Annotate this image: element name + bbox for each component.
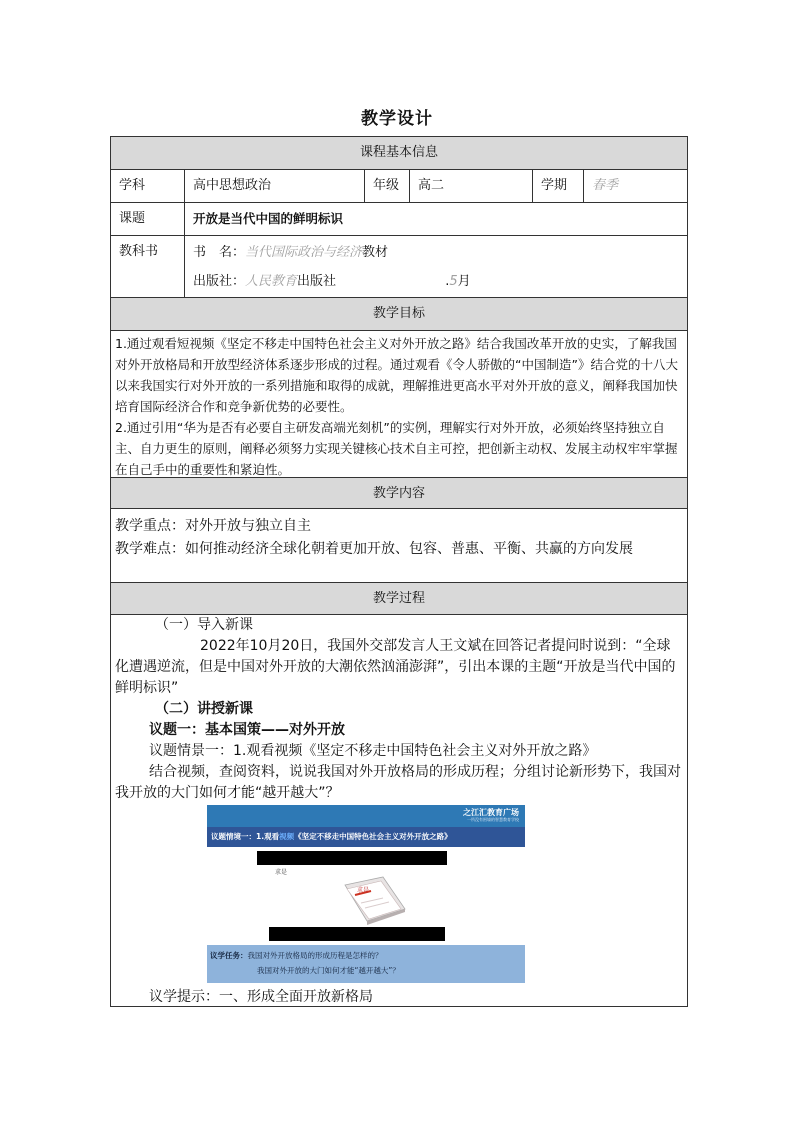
content-header: [111, 478, 687, 509]
slide-task-label: 议学任务：: [210, 951, 248, 960]
slide-task-q2: 我国对外开放的大门如何才能“越开越大”？: [257, 966, 400, 975]
objectives-header: [111, 298, 687, 331]
book-seal: 求是: [357, 887, 370, 894]
process-header-text: 教学过程: [372, 591, 425, 606]
slide-image: [207, 805, 525, 989]
date-month: 5: [449, 274, 458, 289]
objectives-header-text: 教学目标: [372, 306, 425, 321]
publisher-value: 人民教育: [245, 274, 298, 289]
slide-task-q1: 我国对外开放格局的形成历程是怎样的？: [247, 951, 383, 960]
hint-text: 议学提示：一、形成全面开放新格局: [149, 989, 373, 1005]
section-new-title: （二）讲授新课: [155, 701, 253, 717]
topic-label: 课题: [111, 203, 185, 235]
publisher-line: [193, 267, 687, 296]
slide-banner-prefix: 议题情境一：1.观看: [211, 832, 280, 841]
publisher-suffix: 出版社: [297, 274, 337, 289]
intro-paragraph: 2022年10月20日，我国外交部发言人王文斌在回答记者提问时说到：“全球化遭遇逆流，但是中国对外开放的大潮依然汹涌澎湃”，引出本课的主题“开放是当代中国的鲜明标识”: [115, 638, 676, 696]
textbook-label: 教科书: [111, 236, 185, 297]
process-body: [111, 615, 687, 1008]
task-paragraph: 结合视频，查阅资料，说说我国对外开放格局的形成历程；分组讨论新形势下，我国对我开放的大门如何才能“越开越大”？: [115, 764, 681, 801]
slide-logo-sub: 一所没有围墙的智慧教育学校: [467, 817, 519, 822]
topic-row: [111, 203, 687, 236]
page-title: 教学设计: [361, 109, 433, 129]
process-header: [111, 583, 687, 615]
basic-info-header-text: 课程基本信息: [359, 145, 438, 160]
date-suffix: 月: [457, 274, 471, 289]
slide-banner-rest: 《坚定不移走中国特色社会主义对外开放之路》: [294, 832, 452, 841]
section-intro-title: （一）导入新课: [155, 617, 253, 633]
book-name-line: [193, 238, 687, 267]
book-icon: [339, 875, 409, 927]
scenario-one: 议题情景一：1.观看视频《坚定不移走中国特色社会主义对外开放之路》: [149, 743, 597, 759]
subject-value: 高中思想政治: [185, 170, 365, 202]
slide-banner: [207, 827, 525, 847]
objective-item-1: 1.通过观看短视频《坚定不移走中国特色社会主义对外开放之路》结合我国改革开放的史实，了解我国对外开放格局和开放型经济体系逐步形成的过程。通过观看《令人骄傲的“中国制造”》结合党的十八大以来我国实行对外开放的一系列措施和取得的成就，理解推进更高水平对外开放的意义，阐释我国加快培育国际经济合作和竞争新优势的必要性。: [115, 336, 678, 414]
term-label: 学期: [533, 170, 584, 202]
book-label: 求是: [275, 869, 288, 876]
slide-logo-bar: [207, 805, 525, 827]
book-name-suffix: 教材: [362, 245, 389, 260]
topic-value: 开放是当代中国的鲜明标识: [193, 211, 344, 226]
lesson-plan-table: [110, 136, 688, 1007]
date-dot: .: [445, 274, 450, 289]
key-point: 教学重点：对外开放与独立自主: [115, 518, 311, 534]
basic-info-header: [111, 137, 687, 170]
textbook-row: [111, 236, 687, 298]
subject-row: [111, 170, 687, 203]
slide-logo-text: 之江汇教育广场: [463, 808, 519, 817]
book-name-label: 书 名：: [193, 245, 246, 260]
slide-task-box: [207, 945, 525, 983]
term-value: 春季: [592, 178, 619, 193]
publisher-label: 出版社：: [193, 274, 246, 289]
textbook-info: [185, 236, 687, 297]
redaction-bar-bottom: [269, 927, 445, 941]
content-header-text: 教学内容: [372, 486, 425, 501]
book-name-value: 当代国际政治与经济: [245, 245, 363, 260]
grade-label: 年级: [365, 170, 410, 202]
redaction-bar-top: [257, 851, 447, 865]
objectives-body: [111, 331, 687, 478]
objective-item-2: 2.通过引用“华为是否有必要自主研发高端光刻机”的实例，理解实行对外开放，必须始终坚持独立自主、自力更生的原则，阐释必须努力实现关键核心技术自主可控，把创新主动权、发展主动权牢牢掌握在自己手中的重要性和紧迫性。: [115, 420, 678, 477]
grade-value: 高二: [410, 170, 533, 202]
subject-label: 学科: [111, 170, 185, 202]
content-body: [111, 509, 687, 583]
slide-banner-highlight: 视频: [279, 832, 295, 841]
difficulty: 教学难点：如何推动经济全球化朝着更加开放、包容、普惠、平衡、共赢的方向发展: [115, 541, 633, 557]
topic-one-title: 议题一：基本国策——对外开放: [149, 722, 345, 738]
